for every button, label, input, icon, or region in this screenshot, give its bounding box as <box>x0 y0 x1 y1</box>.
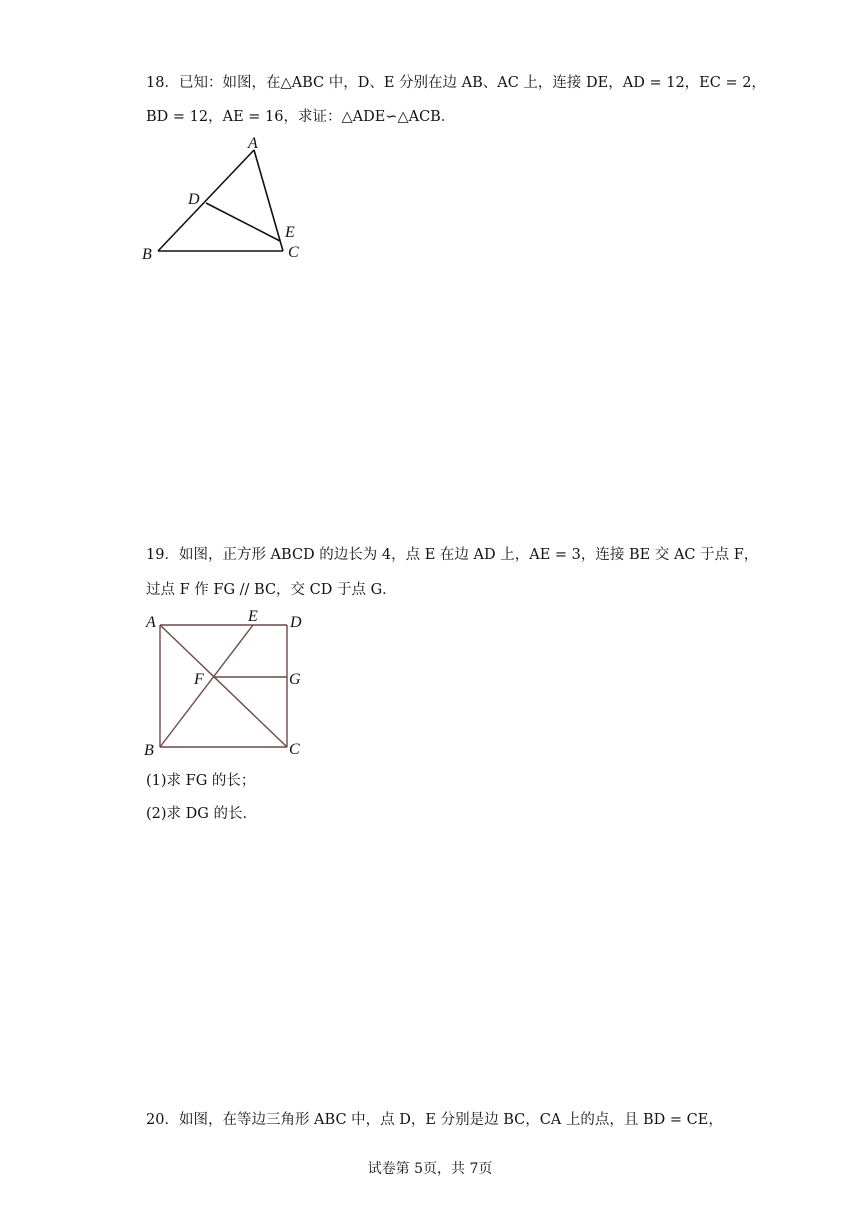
label-d: D <box>290 614 302 631</box>
q19-square-figure <box>140 606 310 758</box>
label-e: E <box>285 224 295 241</box>
label-b: B <box>142 246 152 263</box>
q19-line1: 19．如图，正方形 ABCD 的边长为 4，点 E 在边 AD 上，AE = 3，连接 BE 交 AC 于点 F， <box>146 547 759 563</box>
segment-de <box>206 203 280 241</box>
q18-line1: 18．已知：如图，在△ABC 中，D、E 分别在边 AB、AC 上，连接 DE，AD = 12，EC = 2， <box>146 75 766 91</box>
q19-sub1: (1)求 FG 的长； <box>146 773 256 789</box>
label-c: C <box>289 741 300 758</box>
segment-ac <box>160 625 287 747</box>
label-b: B <box>144 742 154 758</box>
label-d: D <box>188 191 200 208</box>
label-g: G <box>289 671 301 688</box>
label-a: A <box>146 614 156 631</box>
label-c: C <box>288 244 299 261</box>
q19-sub2: (2)求 DG 的长． <box>146 806 257 822</box>
label-a: A <box>248 135 258 152</box>
q20-line1: 20．如图，在等边三角形 ABC 中，点 D，E 分别是边 BC，CA 上的点，且 BD = CE， <box>146 1112 723 1128</box>
page-footer: 试卷第 5页，共 7页 <box>367 1161 493 1177</box>
segment-ab <box>158 150 254 251</box>
segment-be <box>160 625 253 747</box>
q18-triangle-figure <box>138 132 318 268</box>
label-f: F <box>194 671 204 688</box>
q19-line2: 过点 F 作 FG // BC，交 CD 于点 G． <box>146 582 397 598</box>
q18-line2: BD = 12，AE = 16，求证：△ADE∽△ACB． <box>146 109 456 125</box>
label-e: E <box>248 608 258 625</box>
